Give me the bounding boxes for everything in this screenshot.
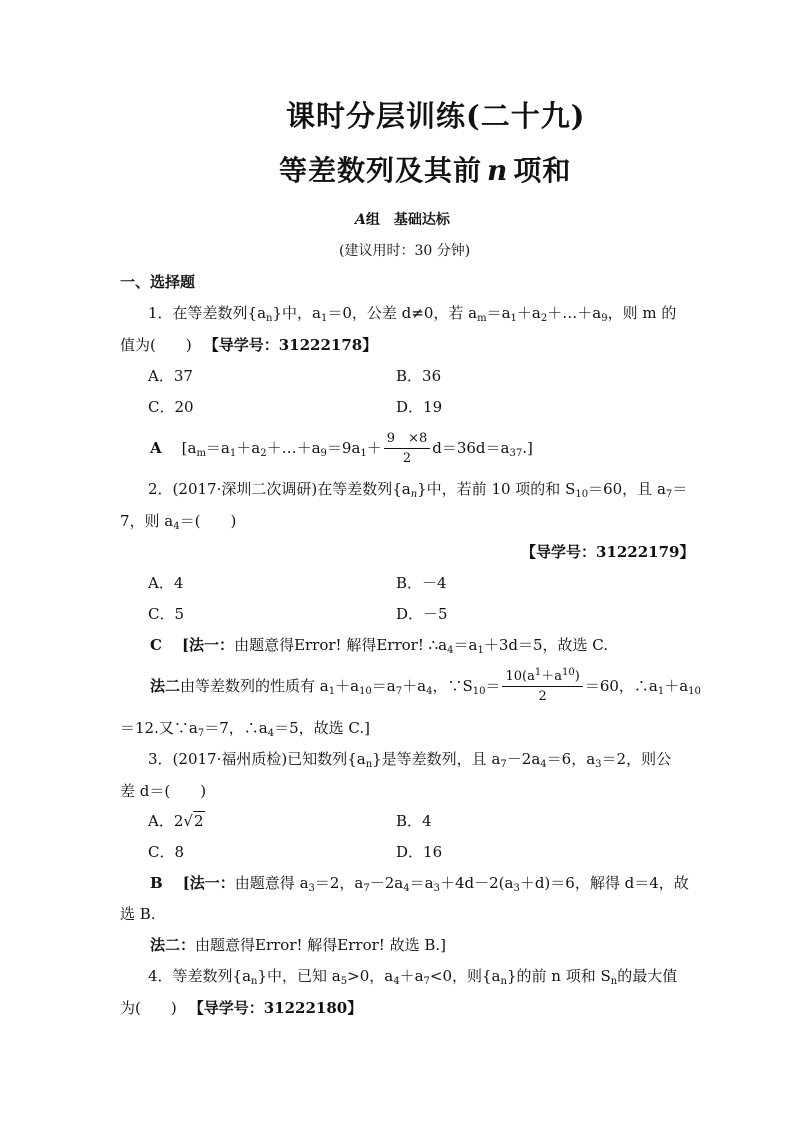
- q3-method1-line2: 选 B.: [120, 905, 156, 923]
- q1-option-d: D．19: [396, 398, 443, 416]
- q2-method2-line2: ＝12.又$\because a_7=7$，$\therefore a_4=5$，故选 C.]: [120, 719, 370, 739]
- q2-stem-line2: 7，则 $a_4=$( ): [120, 512, 237, 532]
- q3-stem-line2: 差 d＝( ): [120, 782, 207, 800]
- subtitle-suffix: 项和: [513, 154, 572, 187]
- q2-fraction: $\frac{10(a^1+a^{10})}{2}$: [502, 669, 582, 704]
- group-letter: A: [355, 212, 366, 228]
- q2-method1: C [法一：由题意得Error! 解得Error! $\therefore a_4=a_1+3d=5$，故选 C.: [150, 636, 608, 656]
- section-title: 一、选择题: [120, 273, 196, 291]
- q3-method2: 法二：由题意得Error! 解得Error! 故选 B.]: [150, 936, 447, 954]
- q3-answer-letter: B: [150, 874, 163, 892]
- q3-stem-line1: 3．(2017·福州质检)已知数列$\{a_n\}$是等差数列，且 $a_7-2a_4=6$，$a_3=2$，则公: [148, 750, 672, 770]
- q1-stem-line2: 值为( ) 【导学号：31222178】: [120, 336, 378, 354]
- q2-option-c: C．5: [148, 605, 185, 623]
- q1-option-c: C．20: [148, 398, 194, 416]
- q1-option-b: B．36: [396, 367, 442, 385]
- subtitle-var: n: [487, 154, 509, 187]
- q3-option-b: B．4: [396, 812, 432, 830]
- q2-guide-number: 【导学号：31222179】: [521, 543, 695, 561]
- q4-stem-line2: 为( ) 【导学号：31222180】: [120, 999, 363, 1017]
- q1-guide-number: 【导学号：31222178】: [203, 336, 378, 354]
- q2-option-a: A．4: [148, 574, 184, 592]
- q2-option-b: B．－4: [396, 574, 447, 592]
- q3-method1: B [法一：由题意得 $a_3=2$，$a_7-2a_4=a_3+4d-2(a_3+d)=6$，解得 d＝4，故: [150, 874, 689, 894]
- q3-option-c: C．8: [148, 843, 185, 861]
- q2-method2: 法二 由等差数列的性质有 $a_1+a_{10}=a_7+a_4$，$\because S_{10}=$ $\frac{10(a^1+a^{10})}{2}$ ＝60，$\therefore a_1+a_{10}$: [150, 666, 701, 704]
- q2-option-d: D．－5: [396, 605, 448, 623]
- q1-stem-line1: 1．在等差数列$\{a_n\}$中，$a_1=0$，公差 d≠0，若 $a_m=a_1+a_2+\dots+a_9$，则 m 的: [148, 304, 677, 324]
- page-title: 课时分层训练(二十九): [286, 99, 586, 133]
- subtitle-prefix: 等差数列及其前: [279, 154, 483, 187]
- page-subtitle: [279, 154, 572, 187]
- q4-stem-line1: 4．等差数列$\{a_n\}$中，已知 $a_5>0$，$a_4+a_7<0$，则$\{a_n\}$的前 n 项和 $S_n$的最大值: [148, 967, 678, 987]
- q1-solution: A [$a_m=a_1+a_2+\dots+a_9=9a_1+$ $\frac{9 \times 8}{2}$ $d=36d=a_{37}$.]: [150, 430, 533, 466]
- q2-answer-letter: C: [150, 636, 162, 654]
- q1-fraction: $\frac{9 \times 8}{2}$: [384, 431, 430, 466]
- group-label: 组 基础达标: [365, 212, 450, 228]
- q3-option-a: A．2√2: [148, 812, 204, 830]
- time-hint: (建议用时：30 分钟): [339, 243, 471, 259]
- q1-option-a: A．37: [148, 367, 193, 385]
- q2-stem-line1: 2．(2017·深圳二次调研)在等差数列$\{a_n\}$中，若前 10 项的和 $S_{10}=60$，且 $a_7=$: [148, 480, 688, 500]
- group-heading: [355, 213, 450, 227]
- q3-option-d: D．16: [396, 843, 443, 861]
- q1-answer-letter: A: [150, 438, 162, 457]
- q4-guide-number: 【导学号：31222180】: [188, 999, 363, 1017]
